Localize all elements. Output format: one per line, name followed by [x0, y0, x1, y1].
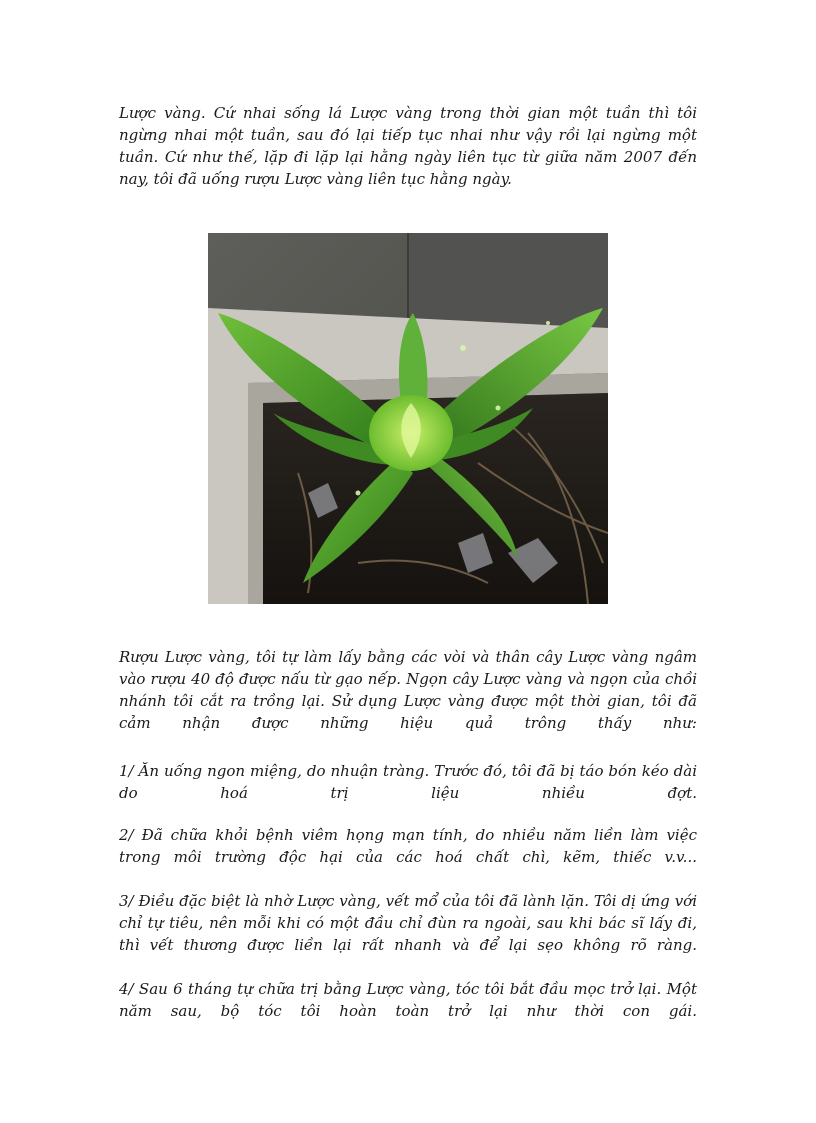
benefit-item-4: 4/ Sau 6 tháng tự chữa trị bằng Lược vàng, tóc tôi bắt đầu mọc trở lại. Một năm sau, bộ tóc tôi hoàn toàn trở lại như thời con gái. — [119, 980, 697, 1020]
wine-paragraph: Rượu Lược vàng, tôi tự làm lấy bằng các vòi và thân cây Lược vàng ngâm vào rượu 40 độ được nấu từ gạo nếp. Ngọn cây Lược vàng và ngọn của chồi nhánh tôi cắt ra trồng lại. Sử dụng Lược vàng được một thời gian, tôi đã cảm nhận được những hiệu quả trông thấy như: — [119, 648, 697, 732]
plant-photo — [208, 233, 608, 604]
benefit-item-3: 3/ Điều đặc biệt là nhờ Lược vàng, vết mổ của tôi đã lành lặn. Tôi dị ứng với chỉ tự tiêu, nên mỗi khi có một đầu chỉ đùn ra ngoài, sau khi bác sĩ lấy đi, thì vết thương được liền lại rất nhanh và để lại sẹo không rõ ràng. — [119, 892, 697, 954]
benefit-item-1: 1/ Ăn uống ngon miệng, do nhuận tràng. Trước đó, tôi đã bị táo bón kéo dài do hoá trị liệu nhiều đợt. — [119, 762, 697, 802]
benefit-item-2: 2/ Đã chữa khỏi bệnh viêm họng mạn tính, do nhiều năm liền làm việc trong môi trường độc hại của các hoá chất chì, kẽm, thiếc v.v... — [119, 826, 697, 866]
intro-paragraph: Lược vàng. Cứ nhai sống lá Lược vàng trong thời gian một tuần thì tôi ngừng nhai một tuần, sau đó lại tiếp tục nhai như vậy rồi lại ngừng một tuần. Cứ như thế, lặp đi lặp lại hằng ngày liên tục từ giữa năm 2007 đến nay, tôi đã uống rượu Lược vàng liên tục hằng ngày. — [119, 104, 697, 188]
